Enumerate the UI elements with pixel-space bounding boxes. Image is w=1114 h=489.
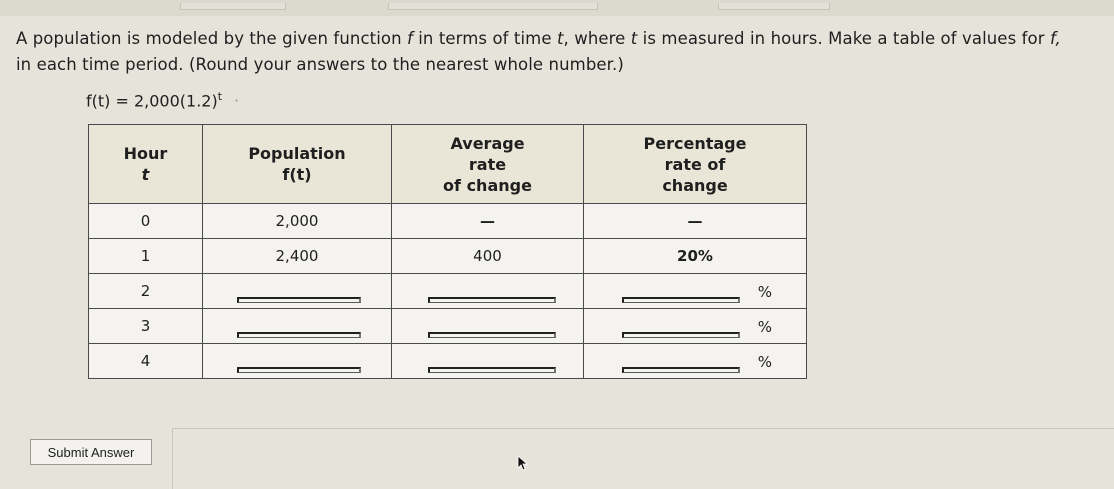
hour-cell: 0 <box>89 204 203 239</box>
header-label: rate <box>468 154 507 174</box>
table-row <box>89 204 807 239</box>
table-row <box>89 274 807 309</box>
mouse-cursor-icon <box>517 455 529 471</box>
percentage-rate-cell <box>584 309 807 344</box>
header-label: f(t) <box>282 165 312 184</box>
hour-cell: 1 <box>89 239 203 274</box>
average-rate-cell <box>392 309 584 344</box>
variable-t: t <box>556 29 564 48</box>
toolbar-segment <box>180 3 286 10</box>
header-label: Hour <box>123 144 168 163</box>
percent-sign: % <box>757 318 772 336</box>
header-label: change <box>662 175 728 195</box>
average-rate-input[interactable] <box>428 332 556 338</box>
population-cell: 2,400 <box>203 239 392 274</box>
population-cell <box>203 309 392 344</box>
population-input[interactable] <box>237 367 361 373</box>
header-average-rate <box>392 125 584 204</box>
percentage-rate-cell: 20% <box>584 239 807 274</box>
function-formula <box>86 90 239 110</box>
header-label: Percentage <box>643 133 747 153</box>
hour-cell: 3 <box>89 309 203 344</box>
population-cell <box>203 344 392 379</box>
toolbar-segment <box>388 3 598 10</box>
header-label: Population <box>248 144 346 163</box>
function-name: f, <box>1049 29 1061 48</box>
percentage-rate-input[interactable] <box>622 367 740 373</box>
question-segment: A population is modeled by the given function <box>16 29 407 48</box>
formula-text: f(t) = 2,000(1.2) <box>86 91 218 111</box>
percentage-rate-input[interactable] <box>622 297 740 303</box>
formula-exponent: t <box>217 90 223 103</box>
top-toolbar-strip <box>0 0 1114 16</box>
question-segment: , where <box>563 29 631 48</box>
average-rate-cell <box>392 274 584 309</box>
average-rate-cell <box>392 204 584 239</box>
percent-sign: % <box>757 353 772 371</box>
population-input[interactable] <box>237 332 361 338</box>
header-percentage-rate <box>584 125 807 204</box>
question-text <box>16 26 1114 78</box>
average-rate-input[interactable] <box>428 297 556 303</box>
toolbar-segment <box>718 3 830 10</box>
average-rate-input[interactable] <box>428 367 556 373</box>
answer-feedback-area <box>172 428 1114 489</box>
dash-placeholder: — <box>480 212 495 230</box>
question-segment: is measured in hours. Make a table of values for <box>637 29 1050 48</box>
percent-sign: % <box>757 283 772 301</box>
hour-cell: 2 <box>89 274 203 309</box>
percentage-rate-cell <box>584 274 807 309</box>
table-row <box>89 239 807 274</box>
variable-t: t <box>630 29 638 48</box>
population-cell <box>203 274 392 309</box>
header-label: rate of <box>664 154 726 174</box>
average-rate-cell: 400 <box>392 239 584 274</box>
average-rate-cell <box>392 344 584 379</box>
percentage-rate-input[interactable] <box>622 332 740 338</box>
population-input[interactable] <box>237 297 361 303</box>
question-instruction: in each time period. (Round your answers to the nearest whole number.) <box>16 55 624 74</box>
header-label: Average <box>450 133 525 153</box>
header-label: t <box>141 165 150 184</box>
percentage-rate-cell <box>584 344 807 379</box>
question-segment: in terms of time <box>412 29 557 48</box>
dash-placeholder: — <box>687 212 703 230</box>
header-hour <box>89 125 203 204</box>
population-cell: 2,000 <box>203 204 392 239</box>
percentage-rate-cell <box>584 204 807 239</box>
dot-mark: · <box>234 91 240 111</box>
function-name: f <box>406 29 413 48</box>
header-label: of change <box>443 175 532 195</box>
submit-answer-button[interactable]: Submit Answer <box>30 439 152 465</box>
hour-cell: 4 <box>89 344 203 379</box>
table-header-row <box>89 125 807 204</box>
table-row <box>89 309 807 344</box>
table-row <box>89 344 807 379</box>
values-table <box>88 124 807 379</box>
header-population <box>203 125 392 204</box>
